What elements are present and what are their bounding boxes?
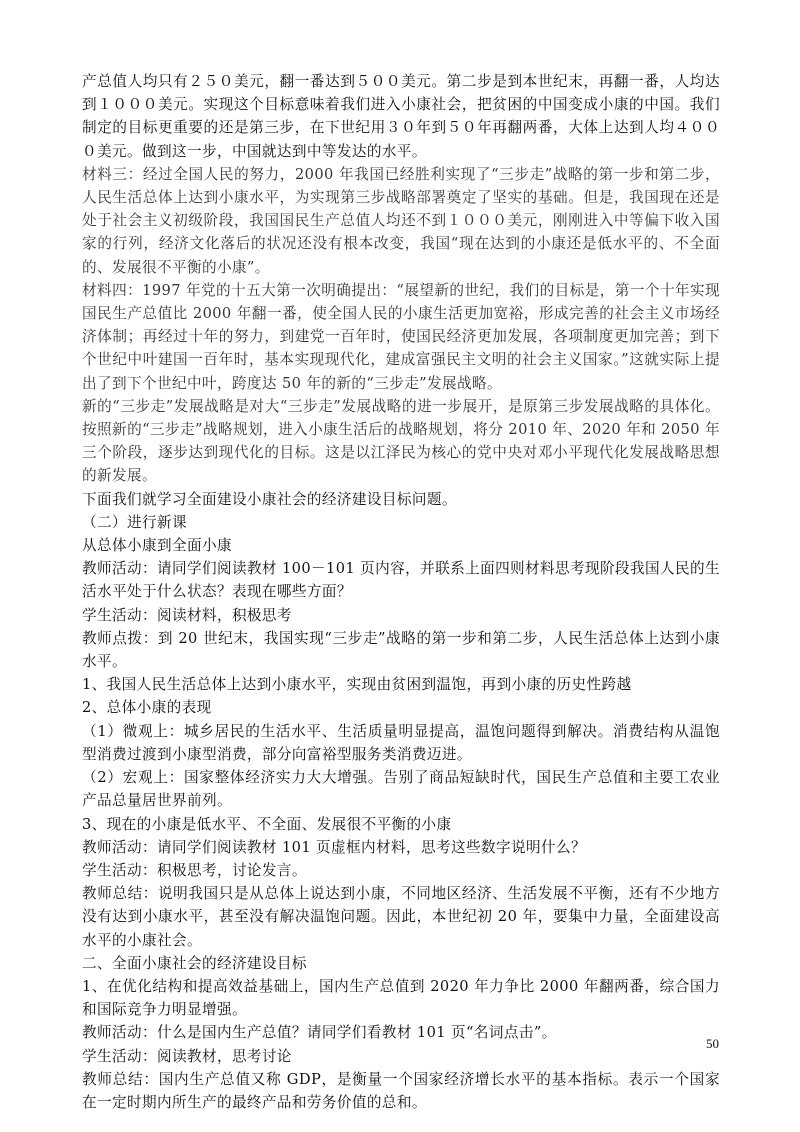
paragraph-material-three: 材料三：经过全国人民的努力，2000 年我国已经胜利实现了“三步走”战略的第一步和第二步，人民生活总体上达到小康水平，为实现第三步战略部署奠定了坚实的基础。但是，我国现在还是处于社会主义初级阶段，我国国民生产总值人均还不到１０００美元，刚刚进入中等偏下收入国家的行列，经济文化落后的状况还没有根本改变，我国“现在达到的小康还是低水平的、不全面的、发展很不平衡的小康”。 (82, 165, 720, 276)
section-heading-economic-goals: 二、全面小康社会的经济建设目标 (82, 954, 307, 972)
paragraph-student-activity-1: 学生活动：阅读材料，积极思考 (82, 606, 292, 624)
paragraph-teacher-activity-1: 教师活动：请同学们阅读教材 100－101 页内容，并联系上面四则材料思考现阶段我国人民的生活水平处于什么状态？表现在哪些方面？ (82, 560, 720, 601)
page-number: 50 (706, 1036, 719, 1051)
sub-item-macro: （2）宏观上：国家整体经济实力大大增强。告别了商品短缺时代，国民生产总值和主要工农业产品总量居世界前列。 (82, 769, 720, 810)
paragraph-new-three-steps: 新的“三步走”发展战略是对大“三步走”发展战略的进一步展开，是原第三步发展战略的具体化。按照新的“三步走”战略规划，进入小康生活后的战略规划，将分 2010 年、2020 年和 2050 年三个阶段，逐步达到现代化的目标。这是以江泽民为核心的党中央对邓小平现代化发展战略思想的新发展。 (82, 397, 720, 485)
list-item-1: 1、我国人民生活总体上达到小康水平，实现由贫困到温饱，再到小康的历史性跨越 (82, 676, 632, 694)
section-heading-overall-to-comprehensive: 从总体小康到全面小康 (82, 537, 232, 555)
paragraph-student-activity-3: 学生活动：阅读教材，思考讨论 (82, 1047, 292, 1065)
list-item-3: 3、现在的小康是低水平、不全面、发展很不平衡的小康 (82, 815, 452, 833)
paragraph-material-two-end: 产总值人均只有２５０美元，翻一番达到５００美元。第二步是到本世纪末，再翻一番，人均达到１０００美元。实现这个目标意味着我们进入小康社会，把贫困的中国变成小康的中国。我们制定的目标更重要的还是第三步，在下世纪用３０年到５０年再翻两番，大体上达到人均４０００美元。做到这一步，中国就达到中等发达的水平。 (82, 73, 720, 160)
list-item-2: 2、总体小康的表现 (82, 699, 212, 717)
paragraph-teacher-guidance: 教师点拨：到 20 世纪末，我国实现“三步走”战略的第一步和第二步，人民生活总体上达到小康水平。 (82, 629, 720, 671)
list-item-gdp-goal: 1、在优化结构和提高效益基础上，国内生产总值到 2020 年力争比 2000 年翻两番，综合国力和国际竞争力明显增强。 (82, 977, 720, 1019)
document-body (82, 70, 720, 1114)
paragraph-material-four: 材料四：1997 年党的十五大第一次明确提出：“展望新的世纪，我们的目标是，第一个十年实现国民生产总值比 2000 年翻一番，使全国人民的小康生活更加宽裕，形成完善的社会主义市场经济体制；再经过十年的努力，到建党一百年时，使国民经济更加发展，各项制度更加完善；到下个世纪中叶建国一百年时，基本实现现代化，建成富强民主文明的社会主义国家。”这就实际上提出了到下个世纪中叶，跨度达 50 年的新的“三步走”发展战略。 (82, 281, 720, 392)
section-heading-new-lesson: （二）进行新课 (82, 513, 187, 531)
paragraph-transition: 下面我们就学习全面建设小康社会的经济建设目标问题。 (82, 490, 457, 508)
paragraph-teacher-summary-1: 教师总结：说明我国只是从总体上说达到小康，不同地区经济、生活发展不平衡，还有不少地方没有达到小康水平，甚至没有解决温饱问题。因此，本世纪初 20 年，要集中力量，全面建设高水平的小康社会。 (82, 885, 720, 949)
paragraph-teacher-activity-3: 教师活动：什么是国内生产总值？请同学们看教材 101 页“名词点击”。 (82, 1024, 557, 1042)
paragraph-teacher-summary-2: 教师总结：国内生产总值又称 GDP，是衡量一个国家经济增长水平的基本指标。表示一个国家在一定时期内所生产的最终产品和劳务价值的总和。 (82, 1070, 720, 1111)
paragraph-student-activity-2: 学生活动：积极思考，讨论发言。 (82, 861, 307, 879)
sub-item-micro: （1）微观上：城乡居民的生活水平、生活质量明显提高，温饱问题得到解决。消费结构从温饱型消费过渡到小康型消费，部分向富裕型服务类消费迈进。 (82, 722, 720, 763)
paragraph-teacher-activity-2: 教师活动：请同学们阅读教材 101 页虚框内材料，思考这些数字说明什么？ (82, 838, 586, 856)
